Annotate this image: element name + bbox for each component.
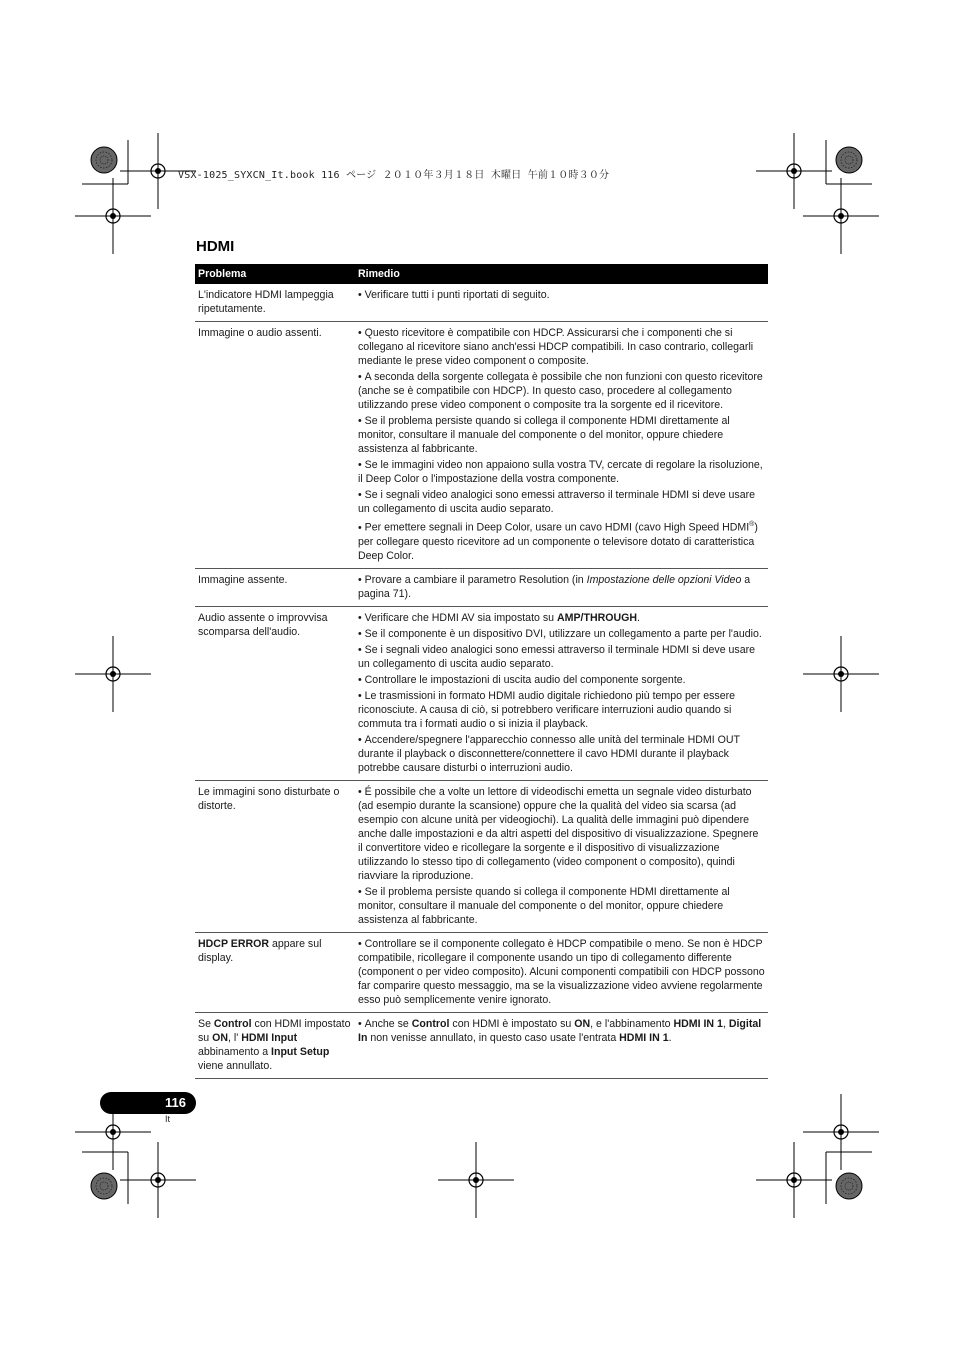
remedy-text: , e l'abbinamento (590, 1017, 674, 1030)
setting-name: Input Setup (271, 1045, 330, 1058)
remedy-text: Provare a cambiare il parametro Resolution (in (364, 573, 587, 586)
table-row (195, 284, 768, 322)
remedy-cell (355, 322, 768, 569)
setting-value: ON (574, 1017, 591, 1030)
setting-name: HDMI IN 1 (673, 1017, 723, 1030)
remedy-item: • Se il problema persiste quando si collega il componente HDMI direttamente al monitor, consultare il manuale del componente o del monitor, oppure chiedere assistenza al fabbricante. (358, 885, 765, 927)
remedy-text: non venisse annullato, in questo caso usate l'entrata (367, 1031, 620, 1044)
problem-text: abbinamento a (198, 1045, 272, 1058)
troubleshooting-table (195, 264, 768, 1079)
setting-name: Control (411, 1017, 450, 1030)
print-header-slug: VSX-1025_SYXCN_It.book 116 ページ ２０１０年３月１８日 木曜日 午前１０時３０分 (178, 170, 610, 181)
remedy-item: • Controllare se il componente collegato è HDCP compatibile o meno. Se non è HDCP compatibile, ricollegare il componente usando un tipo di collegamento differente (component o per video composito). Alcuni componenti compatibili con HDCP possono far comparire questo messaggio, ma se la visualizzazione video avviene regolarmente esso può semplicemente venire ignorato. (358, 937, 765, 1007)
problem-cell: Immagine assente. (195, 568, 355, 606)
problem-cell (195, 932, 355, 1012)
remedy-text: . (668, 1031, 672, 1044)
remedy-text: , (722, 1017, 729, 1030)
remedy-item: • Controllare le impostazioni di uscita audio del componente sorgente. (358, 673, 765, 687)
setting-name: Control (213, 1017, 252, 1030)
remedy-item: • Se il problema persiste quando si collega il componente HDMI direttamente al monitor, consultare il manuale del componente o del monitor, oppure chiedere assistenza al fabbricante. (358, 414, 765, 456)
remedy-item: • Se i segnali video analogici sono emessi attraverso il terminale HDMI si deve usare un collegamento di uscita audio separato. (358, 643, 765, 671)
remedy-item: • Le trasmissioni in formato HDMI audio digitale richiedono più tempo per essere riconosciute. A causa di ciò, si potrebbero verificare interruzioni audio quando si commuta tra i formati audio o si inizia il playback. (358, 689, 765, 731)
table-row (195, 606, 768, 780)
remedy-cell (355, 1012, 768, 1078)
remedy-item (358, 518, 765, 563)
setting-name: HDMI Input (241, 1031, 298, 1044)
problem-text: Se (198, 1017, 214, 1030)
remedy-cell (355, 780, 768, 932)
table-row (195, 780, 768, 932)
setting-value: ON (212, 1031, 229, 1044)
table-header-row (195, 264, 768, 284)
remedy-item (358, 1017, 765, 1045)
setting-name: Digital In (358, 1017, 762, 1044)
remedy-text: con HDMI è impostato su (449, 1017, 575, 1030)
table-row (195, 322, 768, 569)
problem-text: viene annullato. (198, 1059, 273, 1072)
remedy-setting: AMP/THROUGH (557, 611, 638, 624)
section-title: HDMI (196, 238, 235, 255)
remedy-text: a pagina 71). (358, 573, 751, 600)
problem-cell: L'indicatore HDMI lampeggia ripetutamente. (195, 284, 355, 322)
page-number-tab: 116 (100, 1092, 196, 1114)
remedy-item: • Verificare tutti i punti riportati di seguito. (358, 288, 765, 302)
remedy-item: • A seconda della sorgente collegata è possibile che non funzioni con questo ricevitore (anche se è compatibile con HDCP). In questo caso, procedere al collegamento utilizzando prese video component o composite tra la sorgente ed il ricevitore. (358, 370, 765, 412)
remedy-text: Per emettere segnali in Deep Color, usare un cavo HDMI (cavo High Speed HDMI (364, 521, 750, 534)
remedy-text: ) per collegare questo ricevitore ad un componente o televisore dotato di caratteristica Deep Color. (358, 521, 758, 562)
registered-mark: ® (749, 521, 755, 528)
table-row (195, 568, 768, 606)
remedy-item (358, 611, 765, 625)
problem-cell: Immagine o audio assenti. (195, 322, 355, 569)
remedy-item: • Questo ricevitore è compatibile con HDCP. Assicurarsi che i componenti che si collegano al ricevitore siano anch'essi HDCP compatibili. In caso contrario, collegarli mediante le prese video component o composite. (358, 326, 765, 368)
remedy-text: . (637, 611, 640, 624)
remedy-item: • Se il componente è un dispositivo DVI, utilizzare un collegamento a parte per l'audio. (358, 627, 765, 641)
remedy-cell (355, 568, 768, 606)
problem-cell: Le immagini sono disturbate o distorte. (195, 780, 355, 932)
remedy-item: • Se le immagini video non appaiono sulla vostra TV, cercate di regolare la risoluzione, il Deep Color o l'impostazione della vostra componente. (358, 458, 765, 486)
remedy-item: • É possibile che a volte un lettore di videodischi emetta un segnale video disturbato (ad esempio durante la scansione) oppure che la qualità del video sia scarsa (ad esempio con alcune unità per videogiochi). La qualità delle immagini può dipendere anche dalle impostazioni e da altri aspetti del dispositivo di visualizzazione. Spegnere il convertitore video e ricollegare la sorgente e il dispositivo di visualizzazione utilizzando lo stesso tipo di collegamento (video component o composito), quindi riavviare la riproduzione. (358, 785, 765, 883)
remedy-text: Anche se (364, 1017, 412, 1030)
remedy-reference: Impostazione delle opzioni Video (586, 573, 742, 586)
problem-text: appare sul display. (198, 937, 322, 964)
remedy-text: Verificare che HDMI AV sia impostato su (364, 611, 557, 624)
remedy-cell (355, 284, 768, 322)
language-code: It (165, 1114, 171, 1124)
error-code: HDCP ERROR (198, 937, 270, 950)
problem-cell: Audio assente o improvvisa scomparsa dell'audio. (195, 606, 355, 780)
remedy-item: • Accendere/spegnere l'apparecchio connesso alle unità del terminale HDMI OUT durante il playback o disconnettere/connettere il cavo HDMI durante il playback potrebbe causare disturbi o interruzioni audio. (358, 733, 765, 775)
remedy-item: • Se i segnali video analogici sono emessi attraverso il terminale HDMI si deve usare un collegamento di uscita audio separato. (358, 488, 765, 516)
remedy-item (358, 573, 765, 601)
remedy-cell (355, 606, 768, 780)
column-header-remedy: Rimedio (355, 264, 768, 284)
setting-name: HDMI IN 1 (619, 1031, 669, 1044)
column-header-problem: Problema (195, 264, 355, 284)
problem-cell (195, 1012, 355, 1078)
table-row (195, 1012, 768, 1078)
table-row (195, 932, 768, 1012)
problem-text: , l' (228, 1031, 242, 1044)
remedy-cell (355, 932, 768, 1012)
problem-text: con HDMI impostato su (198, 1017, 351, 1044)
